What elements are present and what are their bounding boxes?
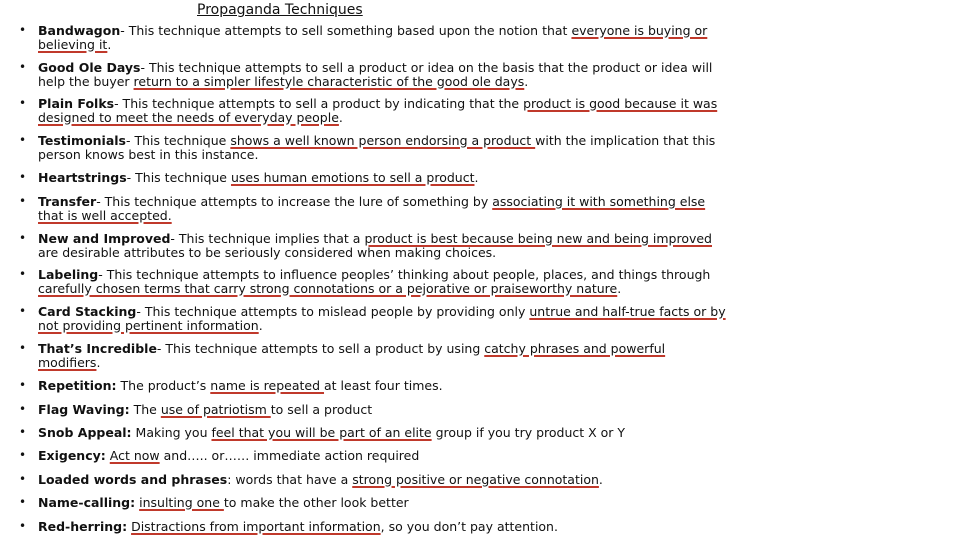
list-item <box>38 342 728 369</box>
description-text: - This technique implies that a <box>170 231 365 246</box>
description-text: to sell a product <box>270 402 373 417</box>
technique-term: Snob Appeal: <box>38 425 132 440</box>
description-text: . <box>474 170 479 185</box>
description-text: - This technique attempts to sell a product by using <box>156 341 485 356</box>
description-text: - This technique <box>126 133 231 148</box>
underlined-phrase: insulting one <box>139 495 224 510</box>
description-text: The product’s <box>116 378 211 393</box>
list-item <box>38 232 728 259</box>
description-text: . <box>524 73 529 89</box>
description-text: - This technique attempts to mislead people by providing only <box>136 304 530 319</box>
technique-term: Plain Folks <box>38 96 115 111</box>
underlined-phrase: Distractions from important information <box>131 519 381 534</box>
list-item <box>38 449 728 463</box>
technique-term: New and Improved <box>38 231 171 246</box>
description-text: to make the other look better <box>223 495 409 510</box>
list-item <box>38 305 728 332</box>
technique-term: Heartstrings <box>38 170 127 185</box>
technique-term: Red-herring: <box>38 519 128 534</box>
description-text: . <box>96 354 101 370</box>
description-text: - This technique attempts to influence peoples’ thinking about people, places, and things through <box>98 267 711 282</box>
description-text: - This technique attempts to sell a product by indicating that the <box>114 96 524 111</box>
list-item <box>38 268 728 295</box>
description-text: - This technique attempts to sell something based upon the notion that <box>120 23 572 38</box>
list-item <box>38 473 728 487</box>
underlined-phrase: product is best because being new and being improved <box>364 231 712 246</box>
description-text: - This technique attempts to sell a product or idea on the basis that the product or idea will help the buyer <box>38 60 713 89</box>
underlined-phrase: product is good because it was designed to meet the needs of everyday people <box>38 96 718 125</box>
underlined-phrase: return to a simpler lifestyle characteristic of the good ole days <box>133 73 525 89</box>
description-text: are desirable attributes to be seriously considered when making choices. <box>38 244 497 260</box>
underlined-phrase: uses human emotions to sell a product <box>230 170 475 185</box>
list-item <box>38 379 728 393</box>
list-item <box>38 171 728 185</box>
list-item <box>38 134 728 161</box>
technique-term: Transfer <box>38 194 97 209</box>
technique-term: Card Stacking <box>38 304 137 319</box>
technique-term: Repetition: <box>38 378 117 393</box>
technique-term: Labeling <box>38 267 99 282</box>
description-text: : words that have a <box>227 472 353 487</box>
list-item <box>38 426 728 440</box>
description-text: . <box>338 109 343 125</box>
underlined-phrase: strong positive or negative connotation <box>352 472 599 487</box>
underlined-phrase: Act now <box>109 448 160 463</box>
page-title: Propaganda Techniques <box>197 2 363 18</box>
technique-term: Loaded words and phrases <box>38 472 228 487</box>
technique-term: Name-calling: <box>38 495 136 510</box>
description-text: - This technique <box>126 170 231 185</box>
description-text: . <box>107 36 112 52</box>
underlined-phrase: everyone is buying or believing it <box>38 23 708 52</box>
description-text: group if you try product X or Y <box>431 425 626 440</box>
technique-term: Good Ole Days <box>38 60 141 75</box>
list-item <box>38 61 728 88</box>
technique-term: Flag Waving: <box>38 402 130 417</box>
underlined-phrase: name is repeated <box>210 378 325 393</box>
description-text: at least four times. <box>324 378 443 393</box>
technique-term: That’s Incredible <box>38 341 157 356</box>
technique-term: Exigency: <box>38 448 106 463</box>
technique-term: Bandwagon <box>38 23 121 38</box>
list-item <box>38 97 728 124</box>
underlined-phrase: use of patriotism <box>160 402 271 417</box>
underlined-phrase: catchy phrases and powerful modifiers <box>38 341 666 370</box>
underlined-phrase: shows a well known person endorsing a product <box>230 133 536 148</box>
description-text: Making you <box>131 425 212 440</box>
underlined-phrase: carefully chosen terms that carry strong connotations or a pejorative or praiseworthy nature <box>38 280 618 296</box>
underlined-phrase: associating it with something else that is well accepted. <box>38 194 706 223</box>
list-item <box>38 195 728 222</box>
list-item <box>38 520 728 534</box>
list-item <box>38 24 728 51</box>
description-text: - This technique attempts to increase the lure of something by <box>96 194 493 209</box>
list-item <box>38 403 728 417</box>
description-text: . <box>258 317 263 333</box>
technique-term: Testimonials <box>38 133 127 148</box>
underlined-phrase: feel that you will be part of an elite <box>211 425 432 440</box>
list-item <box>38 496 728 510</box>
description-text: , so you don’t pay attention. <box>380 519 558 534</box>
underlined-phrase: untrue and half-true facts or by not providing pertinent information <box>38 304 726 333</box>
description-text: . <box>598 472 603 487</box>
description-text: . <box>617 280 622 296</box>
description-text: and….. or…… immediate action required <box>159 448 420 463</box>
description-text: with the implication that this person knows best in this instance. <box>38 133 716 162</box>
description-text: The <box>129 402 161 417</box>
